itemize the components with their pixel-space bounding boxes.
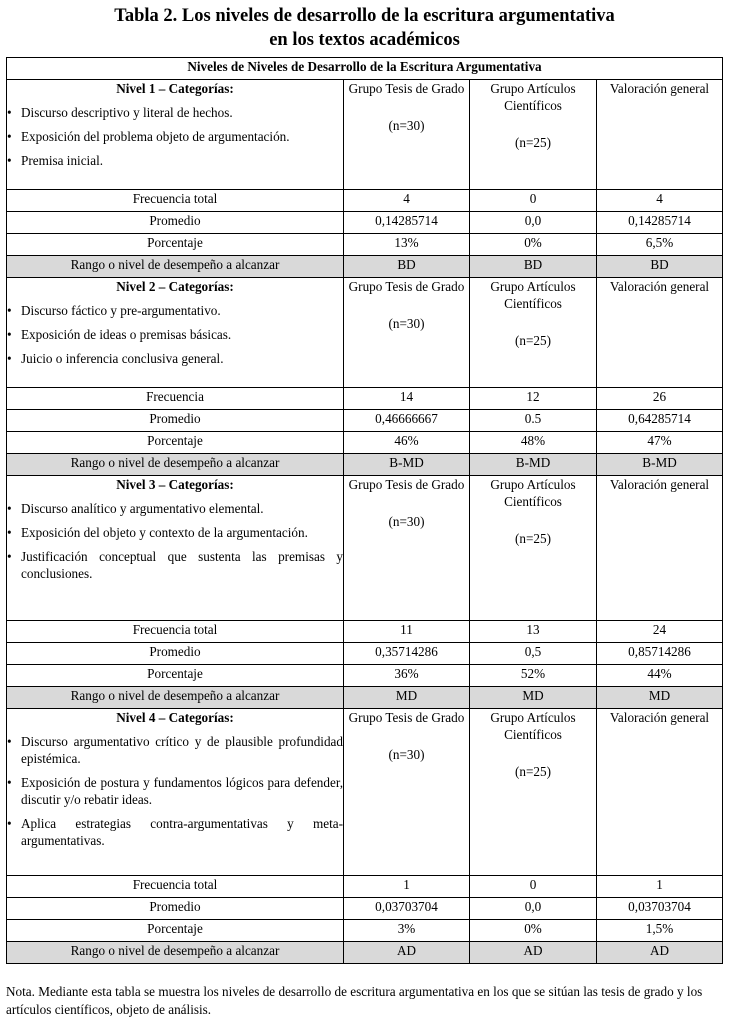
- sample-size: (n=25): [514, 531, 551, 546]
- table-title-line-1: Tabla 2. Los niveles de desarrollo de la escritura argumentativa: [114, 6, 615, 26]
- table-note: Nota. Mediante esta tabla se muestra los niveles de desarrollo de escritura argumentativa en los que se sitúan las tesis de grado y los artículos científicos, objeto de análisis.: [6, 984, 703, 1017]
- group-name: Grupo Tesis de Grado: [348, 81, 465, 96]
- porcentaje-value: 0%: [470, 234, 597, 256]
- level-title: Nivel 1 – Categorías:: [116, 81, 234, 96]
- promedio-value: 0,5: [470, 643, 597, 665]
- frecuencia-row: [7, 190, 723, 212]
- rango-value: BD: [344, 256, 470, 278]
- frecuencia-row: [7, 876, 723, 898]
- list-item: • Justificación conceptual que sustenta las premisas y conclusiones.: [7, 548, 343, 582]
- promedio-label: Promedio: [7, 212, 344, 234]
- sample-size: (n=30): [388, 747, 425, 762]
- frecuencia-value: 12: [470, 388, 597, 410]
- group-name: Grupo Artículos Científicos: [490, 279, 576, 311]
- list-item: • Discurso analítico y argumentativo elemental.: [7, 500, 343, 517]
- porcentaje-value: 36%: [344, 665, 470, 687]
- frecuencia-value: 4: [597, 190, 723, 212]
- articulos-column-header: [470, 476, 597, 621]
- rango-value: MD: [344, 687, 470, 709]
- list-item: • Juicio o inferencia conclusiva general.: [7, 350, 343, 367]
- promedio-value: 0.5: [470, 410, 597, 432]
- level-title: Nivel 4 – Categorías:: [116, 710, 234, 725]
- frecuencia-value: 0: [470, 876, 597, 898]
- list-item: • Premisa inicial.: [7, 152, 343, 169]
- promedio-value: 0,14285714: [597, 212, 723, 234]
- frecuencia-value: 1: [344, 876, 470, 898]
- rango-value: AD: [344, 942, 470, 964]
- porcentaje-value: 3%: [344, 920, 470, 942]
- porcentaje-label: Porcentaje: [7, 920, 344, 942]
- frecuencia-label: Frecuencia total: [7, 876, 344, 898]
- porcentaje-label: Porcentaje: [7, 432, 344, 454]
- porcentaje-value: 48%: [470, 432, 597, 454]
- sample-size: (n=30): [388, 316, 425, 331]
- group-name: Grupo Tesis de Grado: [348, 279, 465, 294]
- tesis-column-header: [344, 709, 470, 876]
- levels-table: [6, 57, 723, 964]
- articulos-column-header: [470, 709, 597, 876]
- group-name: Valoración general: [609, 81, 710, 96]
- level-2-category-row: [7, 278, 723, 388]
- category-list: [7, 733, 343, 849]
- list-item: • Exposición del objeto y contexto de la argumentación.: [7, 524, 343, 541]
- promedio-value: 0,14285714: [344, 212, 470, 234]
- frecuencia-row: [7, 621, 723, 643]
- promedio-value: 0,0: [470, 898, 597, 920]
- list-item: • Discurso descriptivo y literal de hechos.: [7, 104, 343, 121]
- rango-value: MD: [470, 687, 597, 709]
- table-header-row: [7, 58, 723, 80]
- promedio-value: 0,0: [470, 212, 597, 234]
- table-header: Niveles de Niveles de Desarrollo de la Escritura Argumentativa: [7, 58, 723, 80]
- promedio-label: Promedio: [7, 643, 344, 665]
- rango-value: B-MD: [597, 454, 723, 476]
- frecuencia-value: 14: [344, 388, 470, 410]
- promedio-label: Promedio: [7, 898, 344, 920]
- table-title: [0, 4, 729, 52]
- sample-size: (n=25): [514, 333, 551, 348]
- level-title: Nivel 2 – Categorías:: [116, 279, 234, 294]
- porcentaje-row: [7, 234, 723, 256]
- porcentaje-value: 13%: [344, 234, 470, 256]
- list-item: • Exposición del problema objeto de argumentación.: [7, 128, 343, 145]
- valoracion-column-header: [597, 80, 723, 190]
- frecuencia-value: 24: [597, 621, 723, 643]
- list-item: • Exposición de postura y fundamentos lógicos para defender, discutir y/o rebatir ideas.: [7, 774, 343, 808]
- frecuencia-value: 1: [597, 876, 723, 898]
- promedio-row: [7, 898, 723, 920]
- frecuencia-label: Frecuencia total: [7, 190, 344, 212]
- promedio-value: 0,85714286: [597, 643, 723, 665]
- rango-value: B-MD: [344, 454, 470, 476]
- frecuencia-value: 4: [344, 190, 470, 212]
- list-item: • Exposición de ideas o premisas básicas.: [7, 326, 343, 343]
- rango-row: [7, 454, 723, 476]
- group-name: Grupo Artículos Científicos: [490, 710, 576, 742]
- rango-value: B-MD: [470, 454, 597, 476]
- level-4-category-row: [7, 709, 723, 876]
- tesis-column-header: [344, 476, 470, 621]
- rango-label: Rango o nivel de desempeño a alcanzar: [7, 256, 344, 278]
- porcentaje-value: 47%: [597, 432, 723, 454]
- frecuencia-label: Frecuencia total: [7, 621, 344, 643]
- group-name: Valoración general: [609, 477, 710, 492]
- rango-value: AD: [470, 942, 597, 964]
- valoracion-column-header: [597, 709, 723, 876]
- level-title: Nivel 3 – Categorías:: [116, 477, 234, 492]
- porcentaje-row: [7, 920, 723, 942]
- promedio-row: [7, 643, 723, 665]
- porcentaje-label: Porcentaje: [7, 665, 344, 687]
- promedio-value: 0,03703704: [344, 898, 470, 920]
- promedio-value: 0,03703704: [597, 898, 723, 920]
- group-name: Valoración general: [609, 279, 710, 294]
- rango-value: MD: [597, 687, 723, 709]
- frecuencia-value: 11: [344, 621, 470, 643]
- category-list: [7, 500, 343, 582]
- rango-row: [7, 256, 723, 278]
- frecuencia-value: 13: [470, 621, 597, 643]
- articulos-column-header: [470, 80, 597, 190]
- frecuencia-row: [7, 388, 723, 410]
- group-name: Grupo Artículos Científicos: [490, 81, 576, 113]
- promedio-label: Promedio: [7, 410, 344, 432]
- porcentaje-value: 52%: [470, 665, 597, 687]
- level-1-categories: [7, 80, 344, 190]
- porcentaje-value: 44%: [597, 665, 723, 687]
- rango-value: AD: [597, 942, 723, 964]
- group-name: Grupo Tesis de Grado: [348, 710, 465, 725]
- porcentaje-value: 46%: [344, 432, 470, 454]
- rango-row: [7, 942, 723, 964]
- porcentaje-value: 1,5%: [597, 920, 723, 942]
- list-item: • Aplica estrategias contra-argumentativas y meta-argumentativas.: [7, 815, 343, 849]
- level-1-category-row: [7, 80, 723, 190]
- frecuencia-value: 26: [597, 388, 723, 410]
- rango-value: BD: [470, 256, 597, 278]
- porcentaje-row: [7, 432, 723, 454]
- tesis-column-header: [344, 278, 470, 388]
- promedio-row: [7, 212, 723, 234]
- rango-label: Rango o nivel de desempeño a alcanzar: [7, 942, 344, 964]
- valoracion-column-header: [597, 278, 723, 388]
- rango-value: BD: [597, 256, 723, 278]
- rango-label: Rango o nivel de desempeño a alcanzar: [7, 454, 344, 476]
- promedio-value: 0,35714286: [344, 643, 470, 665]
- level-3-categories: [7, 476, 344, 621]
- sample-size: (n=30): [388, 514, 425, 529]
- category-list: [7, 104, 343, 169]
- rango-row: [7, 687, 723, 709]
- list-item: • Discurso argumentativo crítico y de plausible profundidad epistémica.: [7, 733, 343, 767]
- rango-label: Rango o nivel de desempeño a alcanzar: [7, 687, 344, 709]
- list-item: • Discurso fáctico y pre-argumentativo.: [7, 302, 343, 319]
- table-title-line-2: en los textos académicos: [269, 30, 460, 50]
- articulos-column-header: [470, 278, 597, 388]
- porcentaje-row: [7, 665, 723, 687]
- porcentaje-label: Porcentaje: [7, 234, 344, 256]
- level-4-categories: [7, 709, 344, 876]
- tesis-column-header: [344, 80, 470, 190]
- frecuencia-value: 0: [470, 190, 597, 212]
- level-3-category-row: [7, 476, 723, 621]
- promedio-value: 0,64285714: [597, 410, 723, 432]
- group-name: Grupo Artículos Científicos: [490, 477, 576, 509]
- group-name: Grupo Tesis de Grado: [348, 477, 465, 492]
- sample-size: (n=25): [514, 764, 551, 779]
- valoracion-column-header: [597, 476, 723, 621]
- sample-size: (n=30): [388, 118, 425, 133]
- sample-size: (n=25): [514, 135, 551, 150]
- porcentaje-value: 6,5%: [597, 234, 723, 256]
- porcentaje-value: 0%: [470, 920, 597, 942]
- level-2-categories: [7, 278, 344, 388]
- frecuencia-label: Frecuencia: [7, 388, 344, 410]
- group-name: Valoración general: [609, 710, 710, 725]
- promedio-value: 0,46666667: [344, 410, 470, 432]
- promedio-row: [7, 410, 723, 432]
- category-list: [7, 302, 343, 367]
